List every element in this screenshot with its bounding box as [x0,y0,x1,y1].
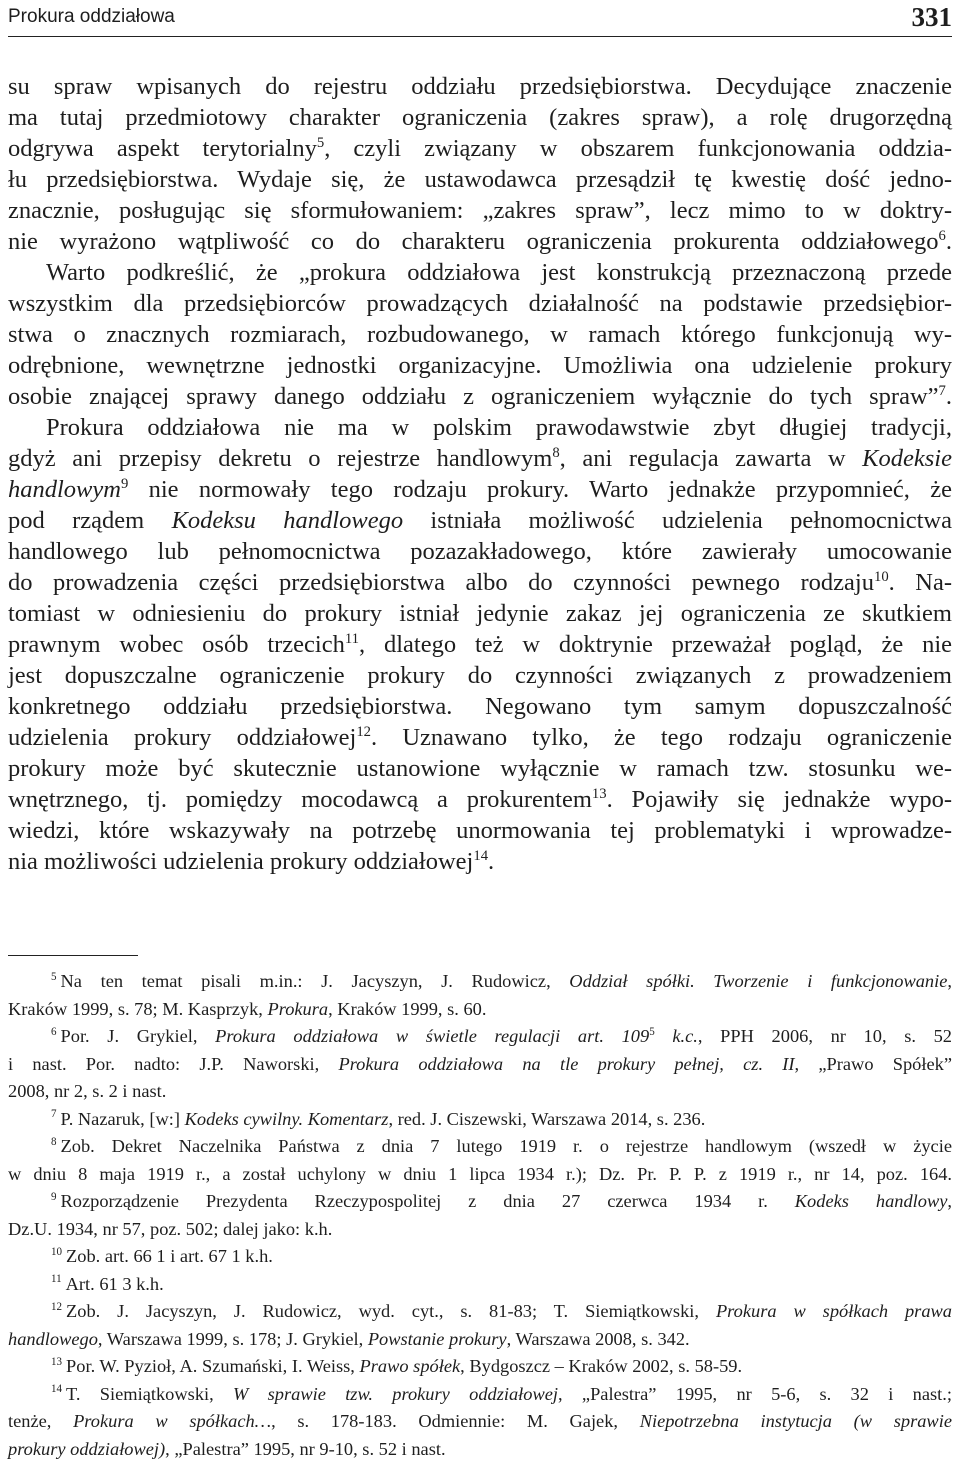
text-run: jest dopuszczalne ograniczenie prokury do czynności związanych z prowadzeniem [8,662,952,689]
body-line [8,505,952,536]
text-run: nia możliwości udzielenia prokury oddziałowej [8,848,474,875]
text-run: prawnym wobec osób trzecich [8,631,345,658]
footnote-number: 13 [51,1355,63,1368]
footnote-number: 8 [51,1135,57,1148]
text-run: Art. 61 3 k.h. [65,1273,164,1294]
footnote-number: 12 [51,1300,63,1313]
text-run: , „Palestra” 1995, nr 5-6, s. 32 i nast.; [558,1383,952,1404]
footnote-number: 7 [51,1108,57,1121]
text-run: . [945,228,952,255]
footnote-number: 5 [51,970,57,983]
text-run: osobie znającej sprawy danego oddziału z ograniczeniem wyłącznie do tych spraw” [8,383,939,410]
body-line [8,319,952,350]
italic-title: handlowego [8,1328,98,1349]
text-run: , dlatego też w doktrynie przeważał pogląd, że nie [359,631,953,658]
body-line [8,71,952,102]
italic-title: Powstanie prokury [367,1328,507,1349]
text-run: Zob. Dekret Naczelnika Państwa z dnia 7 lutego 1919 r. o rejestrze handlowym (wszedł w życie [60,1136,952,1156]
body-line [8,381,952,412]
running-header [8,2,952,37]
text-run: tenże, [8,1411,74,1431]
body-line [8,226,952,257]
text-run: konkretnego oddziału przedsiębiorstwa. Negowano tym samym dopuszczalność [8,693,952,720]
footnote-line [8,1078,952,1106]
footnote-line [8,1408,952,1436]
text-run: handlowego lub pełnomocnictwa pozazakładowego, które zawierały umocowanie [8,538,952,565]
text-run: , s. 178-183. Odmiennie: M. Gajek, [271,1411,640,1431]
footnote-line [8,1271,952,1299]
body-line [8,474,952,505]
footnote-reference: 12 [356,723,372,740]
footnote-line [8,1436,952,1464]
italic-title: Kodeksu handlowego [171,507,404,534]
running-title: Prokura oddziałowa [8,6,175,27]
text-run: i nast. Por. nadto: J.P. Naworski, [8,1053,339,1074]
footnote-reference: 14 [473,847,489,864]
body-line [8,722,952,753]
footnote-separator [8,955,138,956]
body-line [8,288,952,319]
footnote-reference: 5 [649,1025,655,1038]
italic-title: prokury oddziałowej) [8,1438,166,1459]
body-line [8,350,952,381]
text-run: w dniu 8 maja 1919 r., a został uchylony w dniu 1 lipca 1934 r.); Dz. Pr. P. P. z 1919 r., nr 14, poz. 164. [8,1163,952,1184]
footnote-number: 6 [51,1025,57,1038]
italic-title: Prokura oddziałowa na tle prokury pełnej, cz. II [338,1053,795,1074]
footnote-number: 9 [51,1190,57,1203]
body-line [8,753,952,784]
italic-title: Prokura w spółkach… [73,1411,272,1431]
footnote-line [8,1188,952,1216]
body-line [8,598,952,629]
footnote-reference: 11 [344,630,360,647]
footnote-line [8,1023,952,1051]
text-run: su spraw wpisanych do rejestru oddziału przedsiębiorstwa. Decydujące znaczenie [8,73,952,100]
text-run: , PPH 2006, nr 10, s. 52 [697,1026,952,1046]
footnote-reference: 6 [938,227,946,244]
text-run: Dz.U. 1934, nr 57, poz. 502; dalej jako: k.h. [8,1218,333,1239]
italic-title: Oddział spółki. Tworzenie i funkcjonowanie [569,971,948,991]
text-run: , ani regulacja zawarta w [559,445,863,472]
text-run: Warto podkreślić, że „prokura oddziałowa jest konstrukcją przeznaczoną przede [46,259,952,286]
footnote-line [8,996,952,1024]
text-run: wnętrznego, tj. pomiędzy mocodawcą a prokurentem [8,786,592,813]
footnote-line [8,1298,952,1326]
italic-title: Prokura oddziałowa w świetle regulacji art. 109 [215,1026,650,1046]
text-run: . Uznawano tylko, że tego rodzaju ograniczenie [371,724,952,751]
footnote-reference: 10 [873,568,889,585]
text-run: odgrywa aspekt terytorialny [8,135,317,162]
text-run: . Na- [888,569,952,596]
text-run: istniała możliwość udzielenia pełnomocnictwa [403,507,952,534]
italic-title: Prokura w spółkach prawa [715,1301,952,1321]
italic-title: Prawo spółek [359,1356,461,1376]
footnote-number: 11 [51,1273,62,1286]
main-text [8,71,952,877]
text-run: , red. J. Ciszewski, Warszawa 2014, s. 236. [388,1108,706,1129]
text-run: , Kraków 1999, s. 60. [328,998,487,1019]
body-line [8,443,952,474]
body-line [8,195,952,226]
text-run: Zob. J. Jacyszyn, J. Rudowicz, wyd. cyt., s. 81-83; T. Siemiątkowski, [66,1301,716,1321]
body-line [8,536,952,567]
footnote-reference: 7 [938,382,946,399]
text-run: , [947,1191,952,1211]
italic-title: Kodeksie [862,445,952,472]
italic-title: k.c. [654,1026,698,1046]
footnote-line [8,968,952,996]
body-line [8,815,952,846]
body-line [8,257,952,288]
footnote-reference: 13 [591,785,607,802]
body-line [8,567,952,598]
footnote-line [8,1243,952,1271]
footnote-line [8,1326,952,1354]
footnote-line [8,1133,952,1161]
text-run: Por. W. Pyzioł, A. Szumański, I. Weiss, [66,1356,360,1376]
text-run: Na ten temat pisali m.in.: J. Jacyszyn, J. Rudowicz, [60,971,570,991]
body-line [8,691,952,722]
text-run: 2008, nr 2, s. 2 i nast. [8,1081,167,1101]
text-run: , „Prawo Spółek” [794,1053,952,1074]
text-run: Prokura oddziałowa nie ma w polskim prawodawstwie zbyt długiej tradycji, [46,414,952,441]
body-line [8,660,952,691]
footnote-line [8,1051,952,1079]
text-run: wiedzi, które wskazywały na potrzebę unormowania tej problematyki i wprowadze- [8,817,952,844]
text-run: odrębnione, wewnętrzne jednostki organizacyjne. Umożliwia ona udzielenie prokury [8,352,952,379]
footnote-line [8,1216,952,1244]
text-run: T. Siemiątkowski, [66,1383,234,1404]
footnote-reference: 5 [316,134,325,151]
text-run: łu przedsiębiorstwa. Wydaje się, że ustawodawca przesądził tę kwestię dość jedno- [8,166,952,193]
text-run: Kraków 1999, s. 78; M. Kasprzyk, [8,998,268,1019]
text-run: pod rządem [8,507,172,534]
text-run: , Bydgoszcz – Kraków 2002, s. 58-59. [460,1356,743,1376]
body-line [8,784,952,815]
body-line [8,102,952,133]
text-run: , „Palestra” 1995, nr 9-10, s. 52 i nast. [165,1438,446,1459]
text-run: Rozporządzenie Prezydenta Rzeczypospolitej z dnia 27 czerwca 1934 r. [60,1191,795,1211]
italic-title: Kodeks handlowy [794,1191,948,1211]
italic-title: handlowym [8,476,121,503]
italic-title: W sprawie tzw. prokury oddziałowej [233,1383,559,1404]
text-run: . Pojawiły się jednakże wypo- [606,786,952,813]
text-run: ma tutaj przedmiotowy charakter ograniczenia (zakres spraw), a rolę drugorzędną [8,104,952,131]
text-run: do prowadzenia części przedsiębiorstwa albo do czynności pewnego rodzaju [8,569,874,596]
footnote-line [8,1353,952,1381]
footnote-line [8,1161,952,1189]
text-run: , [947,971,952,991]
text-run: nie wyrażono wątpliwość co do charakteru ograniczenia prokurenta oddziałowego [8,228,939,255]
text-run: tomiast w odniesieniu do prokury istniał jedynie zakaz jej ograniczenia ze skutkiem [8,600,952,627]
italic-title: Kodeks cywilny. Komentarz [184,1108,389,1129]
footnote-reference: 9 [120,475,129,492]
text-run: udzielenia prokury oddziałowej [8,724,357,751]
footnote-number: 10 [51,1245,63,1258]
footnotes [8,968,952,1463]
body-line [8,412,952,443]
text-run: , czyli związany w obszarem funkcjonowania oddzia- [324,135,952,162]
text-run: , Warszawa 2008, s. 342. [506,1328,690,1349]
text-run: wszystkim dla przedsiębiorców prowadzących działalność na podstawie przedsiębior- [8,290,952,317]
text-run: . [945,383,952,410]
italic-title: Niepotrzebna instytucja (w sprawie [639,1411,952,1431]
footnote-line [8,1106,952,1134]
body-line [8,133,952,164]
body-line [8,846,952,877]
text-run: P. Nazaruk, [w:] [60,1108,185,1129]
text-run: znacznie, posługując się sformułowaniem: „zakres spraw”, lecz mimo to w doktry- [8,197,952,224]
text-run: . [488,848,495,875]
footnote-number: 14 [51,1383,63,1396]
italic-title: Prokura [267,998,329,1019]
text-run: Por. J. Grykiel, [60,1026,216,1046]
text-run: gdyż ani przepisy dekretu o rejestrze handlowym [8,445,553,472]
page-number: 331 [911,2,952,32]
text-run: nie normowały tego rodzaju prokury. Warto jednakże przypomnieć, że [128,476,952,503]
text-run: , Warszawa 1999, s. 178; J. Grykiel, [97,1328,368,1349]
body-line [8,629,952,660]
footnote-line [8,1381,952,1409]
footnote-reference: 8 [552,444,560,461]
text-run: prokury może być skutecznie ustanowione wyłącznie w ramach tzw. stosunku we- [8,755,952,782]
text-run: stwa o znacznych rozmiarach, rozbudowanego, w ramach którego funkcjonują wy- [8,321,952,348]
text-run: Zob. art. 66 1 i art. 67 1 k.h. [66,1246,273,1266]
body-line [8,164,952,195]
